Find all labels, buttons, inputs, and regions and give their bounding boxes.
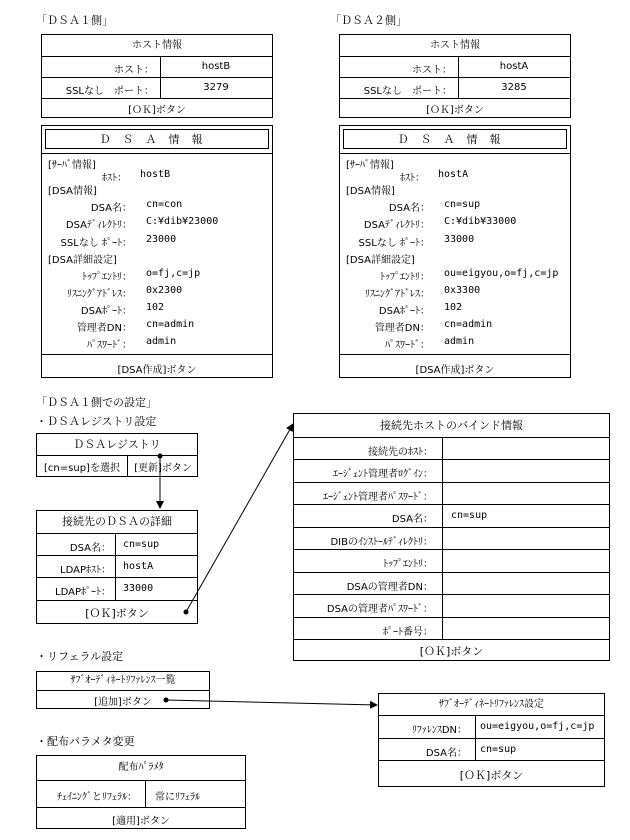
dsa-name-value: cn=con xyxy=(146,199,183,210)
dest-dsa-title: 接続先のＤＳＡの詳細 xyxy=(37,511,197,534)
ok-button[interactable]: [ＯＫ]ボタン xyxy=(459,769,524,782)
bind-row-label: 接続先のﾎｽﾄ： xyxy=(368,447,433,458)
registry-select-text[interactable]: [cn=sup]を選択 xyxy=(44,463,120,474)
bind-info-title: 接続先ホストのバインド情報 xyxy=(294,414,609,438)
dsa-name-value[interactable]: cn=sup xyxy=(480,744,517,755)
server-section: [ｻｰﾊﾞ情報] xyxy=(346,160,394,171)
referral-section-heading: ・リフェラル設定 xyxy=(36,650,124,663)
dsa-create-button[interactable]: [DSA作成]ボタン xyxy=(415,365,495,376)
dsa-port-label: DSAﾎﾟｰﾄ： xyxy=(80,306,132,317)
ok-button[interactable]: [ＯＫ]ボタン xyxy=(419,645,484,658)
dsa2-heading: 「ＤＳＡ２側」 xyxy=(330,14,407,27)
chaining-value[interactable]: 常にﾘﾌｪﾗﾙ xyxy=(155,792,200,803)
dsa-dir-value: C:¥dib¥33000 xyxy=(444,216,517,227)
port-label: SSLなし ポート： xyxy=(363,86,452,97)
ref-dn-value[interactable]: ou=eigyou,o=fj,c=jp xyxy=(480,721,595,732)
host-info-title: ホスト情報 xyxy=(42,35,272,57)
bind-row-label: ｴｰｼﾞｪﾝﾄ管理者ﾊﾟｽﾜｰﾄﾞ： xyxy=(323,492,433,503)
top-entry-value: o=fj,c=jp xyxy=(146,268,201,279)
admin-dn-label: 管理者DN： xyxy=(76,323,132,334)
ssl-port-value: 33000 xyxy=(444,234,475,245)
bind-row-label: DSA名： xyxy=(391,514,433,525)
detail-section: [DSA詳細設定] xyxy=(346,255,415,266)
bind-row-label: ﾄｯﾌﾟｴﾝﾄﾘ： xyxy=(383,559,433,570)
dsa-name-value: cn=sup xyxy=(444,199,481,210)
dsa-port-value: 102 xyxy=(146,302,165,313)
dsa-name-value: cn=sup xyxy=(123,539,160,550)
dsa-info-title: ＤＳＡ情報 xyxy=(45,129,269,149)
listen-addr-value: 0x3300 xyxy=(444,285,481,296)
bind-row-label: DIBのｲﾝｽﾄｰﾙﾃﾞｨﾚｸﾄﾘ： xyxy=(330,537,433,548)
ref-dn-label: ﾘﾌｧﾚﾝｽDN： xyxy=(411,725,467,736)
bind-row-label: ﾎﾟｰﾄ番号： xyxy=(383,627,433,638)
dest-ok-dot xyxy=(184,610,189,615)
settings-heading: 「ＤＳＡ１側での設定」 xyxy=(36,396,157,409)
registry-title: ＤＳＡレジストリ xyxy=(37,434,197,456)
port-label: SSLなし ポート： xyxy=(65,86,154,97)
listen-addr-label: ﾘｽﾆﾝｸﾞｱﾄﾞﾚｽ： xyxy=(365,289,430,300)
sub-ref-setting-title: ｻﾌﾞｵｰﾃﾞｨﾈｰﾄﾘﾌｧﾚﾝｽ設定 xyxy=(379,694,604,716)
ssl-port-label: SSLなし ﾎﾟｰﾄ： xyxy=(358,238,430,249)
dsa-dir-value: C:¥dib¥23000 xyxy=(146,216,219,227)
ldap-host-label: LDAPﾎｽﾄ： xyxy=(60,565,111,576)
ldap-port-label: LDAPﾎﾟｰﾄ： xyxy=(55,587,111,598)
host-value: hostB xyxy=(201,61,231,72)
listen-addr-value: 0x2300 xyxy=(146,285,183,296)
add-button-dot xyxy=(164,698,169,703)
registry-section-heading: ・ＤＳＡレジストリ設定 xyxy=(36,415,157,428)
bind-row-label: ｴｰｼﾞｪﾝﾄ管理者ﾛｸﾞｲﾝ： xyxy=(333,469,433,480)
ok-button[interactable]: [ＯＫ]ボタン xyxy=(128,105,186,116)
host-label: ﾎｽﾄ： xyxy=(102,173,127,184)
dsa-port-value: 102 xyxy=(444,302,463,313)
dsa-name-label: DSA名： xyxy=(425,748,467,759)
add-button[interactable]: [追加]ボタン xyxy=(94,697,152,708)
dist-section-heading: ・配布パラメタ変更 xyxy=(36,735,135,748)
registry-start-dot xyxy=(158,454,163,459)
ssl-port-label: SSLなし ﾎﾟｰﾄ： xyxy=(60,238,132,249)
detail-section: [DSA詳細設定] xyxy=(48,255,117,266)
top-entry-label: ﾄｯﾌﾟｴﾝﾄﾘ： xyxy=(82,272,132,283)
listen-addr-label: ﾘｽﾆﾝｸﾞｱﾄﾞﾚｽ： xyxy=(67,289,132,300)
host-info-title: ホスト情報 xyxy=(340,35,570,57)
server-section: [ｻｰﾊﾞ情報] xyxy=(48,160,96,171)
bind-row-label: DSAの管理者ﾊﾟｽﾜｰﾄﾞ： xyxy=(326,604,433,615)
ssl-port-value: 23000 xyxy=(146,234,177,245)
top-entry-label: ﾄｯﾌﾟｴﾝﾄﾘ： xyxy=(380,272,430,283)
host-value: hostA xyxy=(499,61,529,72)
dsa-info-title: ＤＳＡ情報 xyxy=(343,129,567,149)
password-label: ﾊﾟｽﾜｰﾄﾞ： xyxy=(385,340,430,351)
dsa1-heading: 「ＤＳＡ１側」 xyxy=(36,14,113,27)
dsa-create-button[interactable]: [DSA作成]ボタン xyxy=(117,365,197,376)
admin-dn-value: cn=admin xyxy=(444,319,493,330)
host-label: ホスト： xyxy=(114,65,154,76)
ldap-host-value: hostA xyxy=(123,561,154,572)
dist-param-title: 配布ﾊﾟﾗﾒﾀ xyxy=(37,756,245,781)
ok-button[interactable]: [ＯＫ]ボタン xyxy=(85,607,149,620)
dsa-name-label: DSA名： xyxy=(388,203,430,214)
password-value: admin xyxy=(444,336,475,347)
update-button[interactable]: [更新]ボタン xyxy=(134,463,192,474)
port-value: 3279 xyxy=(203,82,229,93)
dsa-dir-label: DSAﾃﾞｨﾚｸﾄﾘ： xyxy=(65,220,132,231)
host-value: hostA xyxy=(438,169,469,180)
dsa-name-label: DSA名： xyxy=(90,203,132,214)
host-label: ﾎｽﾄ： xyxy=(400,173,425,184)
dsa-port-label: DSAﾎﾟｰﾄ： xyxy=(378,306,430,317)
apply-button[interactable]: [適用]ボタン xyxy=(112,816,170,827)
ldap-port-value: 33000 xyxy=(123,583,154,594)
password-value: admin xyxy=(146,336,177,347)
dsa-section: [DSA情報] xyxy=(48,186,97,197)
bind-row-label: DSAの管理者DN： xyxy=(346,582,433,593)
dsa-section: [DSA情報] xyxy=(346,186,395,197)
bind-row-value[interactable]: cn=sup xyxy=(451,510,488,521)
top-entry-value: ou=eigyou,o=fj,c=jp xyxy=(444,268,559,279)
ok-button[interactable]: [ＯＫ]ボタン xyxy=(426,105,484,116)
password-label: ﾊﾟｽﾜｰﾄﾞ： xyxy=(87,340,132,351)
admin-dn-value: cn=admin xyxy=(146,319,195,330)
add-to-setting-arrow xyxy=(166,700,377,705)
host-value: hostB xyxy=(140,169,171,180)
port-value: 3285 xyxy=(501,82,527,93)
dest-to-bind-arrow xyxy=(186,424,293,612)
dsa-dir-label: DSAﾃﾞｨﾚｸﾄﾘ： xyxy=(363,220,430,231)
host-label: ホスト： xyxy=(412,65,452,76)
sub-ref-list-title: ｻﾌﾞｵｰﾃﾞｨﾈｰﾄﾘﾌｧﾚﾝｽ一覧 xyxy=(37,672,209,691)
chaining-label: ﾁｪｲﾆﾝｸﾞとﾘﾌｪﾗﾙ： xyxy=(57,792,137,803)
dsa-name-label: DSA名： xyxy=(69,543,111,554)
admin-dn-label: 管理者DN： xyxy=(374,323,430,334)
